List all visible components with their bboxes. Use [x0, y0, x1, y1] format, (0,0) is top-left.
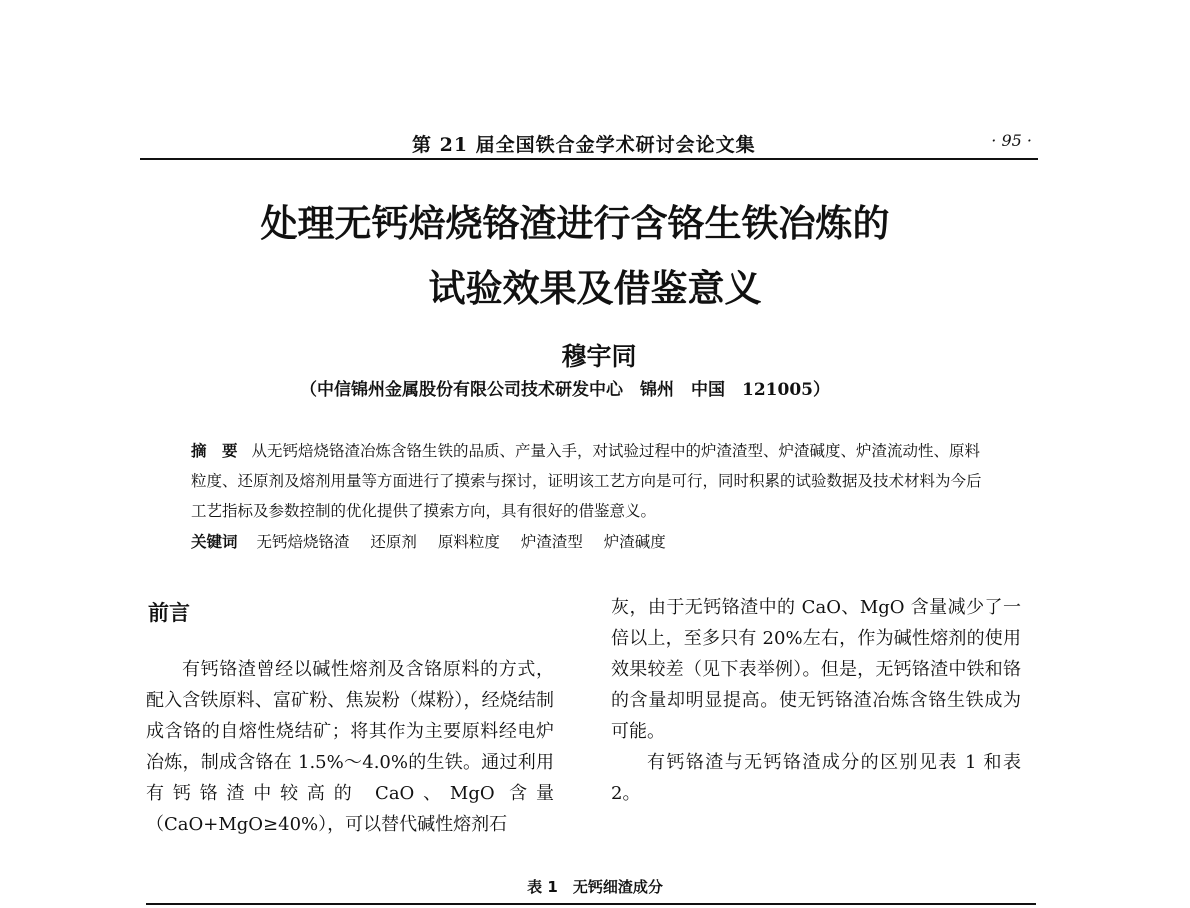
keyword: 原料粒度	[437, 533, 500, 551]
body-paragraph: 有钙铬渣与无钙铬渣成分的区别见表 1 和表 2。	[611, 752, 1021, 804]
running-header	[140, 126, 1038, 160]
left-column	[146, 654, 554, 840]
author-affiliation: （中信锦州金属股份有限公司技术研发中心 锦州 中国 121005）	[300, 380, 830, 400]
table-top-rule	[146, 903, 1036, 905]
keyword: 炉渣渣型	[520, 533, 583, 551]
author-name: 穆宇同	[561, 342, 637, 371]
proceedings-title: 第 21 届全国铁合金学术研讨会论文集	[412, 134, 756, 156]
paper-title-line-1: 处理无钙焙烧铬渣进行含铬生铁冶炼的	[260, 202, 890, 245]
table-caption: 表 1 无钙细渣成分	[527, 878, 663, 896]
section-heading-introduction: 前言	[148, 601, 190, 625]
right-column	[611, 592, 1021, 809]
page-number: · 95 ·	[991, 131, 1032, 150]
body-paragraph: 有钙铬渣曾经以碱性熔剂及含铬原料的方式，配入含铁原料、富矿粉、焦炭粉（煤粉），经烧结制成含铬的自熔性烧结矿；将其作为主要原料经电炉冶炼，制成含铬在 1.5%～4.0%的生铁。通过利用有钙铬渣中较高的 CaO、MgO 含量（CaO+MgO≥40%），可以替代碱性熔剂石	[146, 659, 554, 835]
keyword: 无钙焙烧铬渣	[256, 533, 350, 551]
abstract-text: 从无钙焙烧铬渣冶炼含铬生铁的品质、产量入手，对试验过程中的炉渣渣型、炉渣碱度、炉渣流动性、原料粒度、还原剂及熔剂用量等方面进行了摸索与探讨，证明该工艺方向是可行，同时积累的试验数据及技术材料为今后工艺指标及参数控制的优化提供了摸索方向，具有很好的借鉴意义。	[191, 442, 982, 520]
keyword: 炉渣碱度	[603, 533, 666, 551]
keywords	[191, 530, 682, 552]
keywords-label: 关键词	[191, 533, 238, 551]
body-paragraph-continued: 灰，由于无钙铬渣中的 CaO、MgO 含量减少了一倍以上，至多只有 20%左右，作为碱性熔剂的使用效果较差（见下表举例）。但是，无钙铬渣中铁和铬的含量却明显提高。使无钙铬渣冶炼含铬生铁成为可能。	[611, 597, 1021, 742]
abstract	[191, 436, 991, 526]
abstract-label: 摘 要	[191, 442, 238, 460]
keyword: 还原剂	[370, 533, 417, 551]
paper-title-line-2: 试验效果及借鉴意义	[428, 267, 762, 310]
